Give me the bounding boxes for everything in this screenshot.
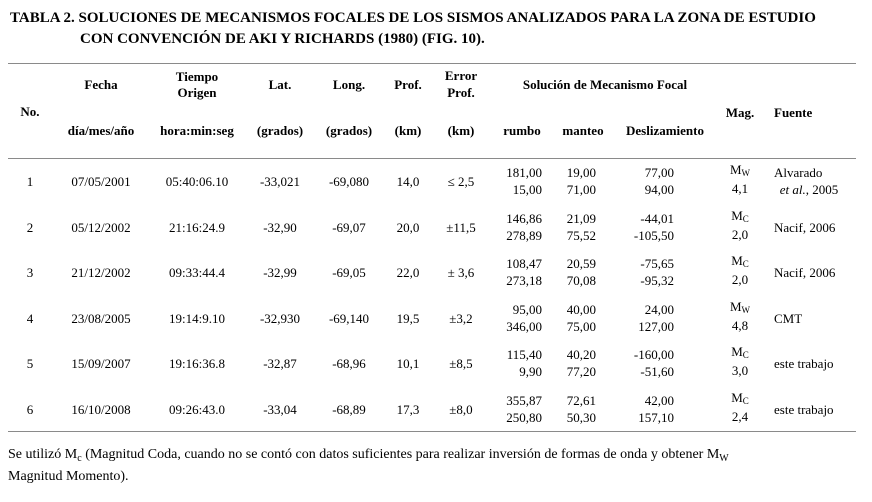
cell-rumbo-1: 115,40 [506, 347, 542, 362]
cell-mag [722, 162, 758, 197]
mag-letter: M [731, 208, 743, 223]
cell-desl-1: 42,00 [644, 393, 674, 408]
mag-value: 3,0 [731, 363, 749, 378]
cell-mag [722, 344, 758, 379]
header-fecha-unit: día/mes/año [67, 123, 135, 138]
cell-manteo-2: 71,00 [566, 182, 596, 197]
cell-rumbo-1: 355,87 [506, 393, 542, 408]
cell-fecha: 15/09/2007 [71, 356, 131, 371]
mag-letter: M [729, 162, 742, 177]
cell-manteo-2: 77,20 [566, 364, 596, 379]
cell-prof: 14,0 [396, 174, 420, 189]
cell-fecha: 05/12/2002 [71, 220, 131, 235]
cell-desl-1: -160,00 [633, 347, 674, 362]
cell-long: -69,05 [332, 265, 366, 280]
cell-fuente: este trabajo [774, 402, 834, 417]
cell-tiempo: 21:16:24.9 [169, 220, 225, 235]
cell-fuente-1: Alvarado [774, 165, 823, 180]
cell-tiempo: 19:14:9.10 [169, 311, 225, 326]
cell-manteo-1: 40,00 [566, 302, 596, 317]
header-prof-unit: (km) [394, 123, 422, 138]
cell-no: 4 [26, 311, 34, 326]
header-long: Long. [332, 77, 366, 92]
table-title [10, 8, 870, 50]
cell-mag [722, 253, 758, 288]
mag-value: 2,0 [731, 227, 749, 242]
cell-rumbo-2: 278,89 [506, 228, 542, 243]
footnote-part-b: (Magnitud Coda, cuando no se contó con datos suficientes para realizar inversión de formas de onda y obtener M [81, 447, 720, 462]
mag-type: W [741, 305, 751, 315]
cell-fuente: este trabajo [774, 356, 834, 371]
table-title-line-1: TABLA 2. SOLUCIONES DE MECANISMOS FOCALES DE LOS SISMOS ANALIZADOS PARA LA ZONA DE ESTUDIO [10, 10, 816, 26]
cell-desl-2: -51,60 [640, 364, 674, 379]
cell-error: ±8,5 [449, 356, 473, 371]
cell-no: 3 [26, 265, 34, 280]
cell-no: 2 [26, 220, 34, 235]
cell-rumbo-2: 250,80 [506, 410, 542, 425]
cell-manteo-1: 19,00 [566, 165, 596, 180]
footnote-line-2: Magnitud Momento). [8, 469, 129, 484]
footnote-sub-w: W [719, 453, 729, 464]
mag-value: 4,1 [731, 181, 749, 196]
cell-long: -68,96 [332, 356, 366, 371]
header-error-1: Error [444, 68, 478, 83]
header-rumbo: rumbo [503, 123, 541, 138]
cell-mag [722, 299, 758, 334]
header-prof: Prof. [394, 77, 422, 92]
cell-fuente-2: et al., 2005 [779, 182, 839, 197]
header-mag: Mag. [725, 105, 755, 120]
cell-prof: 19,5 [396, 311, 420, 326]
cell-error: ±11,5 [446, 220, 476, 235]
mag-value: 2,4 [731, 409, 749, 424]
cell-desl-1: -44,01 [640, 211, 674, 226]
cell-no: 6 [26, 402, 34, 417]
header-fecha: Fecha [84, 77, 118, 92]
cell-rumbo-1: 181,00 [506, 165, 542, 180]
header-manteo: manteo [562, 123, 604, 138]
cell-manteo-2: 75,52 [566, 228, 596, 243]
cell-fecha: 23/08/2005 [71, 311, 131, 326]
cell-desl-2: 127,00 [638, 319, 674, 334]
table-title-line-2: CON CONVENCIÓN DE AKI Y RICHARDS (1980) (FIG. 10). [80, 31, 485, 47]
top-rule [8, 63, 856, 64]
footnote-part-a: Se utilizó M [8, 447, 78, 462]
cell-long: -69,140 [328, 311, 370, 326]
cell-lat: -32,930 [259, 311, 301, 326]
footnote-sub-c: c [77, 453, 82, 464]
header-no: No. [20, 104, 40, 119]
header-lat: Lat. [268, 77, 292, 92]
header-tiempo-unit: hora:min:seg [160, 123, 234, 138]
cell-rumbo-1: 108,47 [506, 256, 542, 271]
cell-desl-2: -105,50 [633, 228, 674, 243]
cell-desl-1: 24,00 [644, 302, 674, 317]
header-fuente: Fuente [774, 105, 813, 120]
cell-manteo-1: 72,61 [566, 393, 596, 408]
header-deslizamiento: Deslizamiento [626, 123, 704, 138]
cell-fuente: CMT [774, 311, 803, 326]
cell-prof: 17,3 [396, 402, 420, 417]
cell-lat: -32,87 [263, 356, 297, 371]
cell-manteo-2: 75,00 [566, 319, 596, 334]
cell-long: -69,07 [332, 220, 366, 235]
cell-desl-2: 94,00 [644, 182, 674, 197]
footnote [8, 446, 860, 486]
cell-lat: -32,90 [263, 220, 297, 235]
cell-fuente: Nacif, 2006 [774, 220, 836, 235]
cell-tiempo: 05:40:06.10 [165, 174, 229, 189]
cell-lat: -33,021 [259, 174, 301, 189]
cell-error: ≤ 2,5 [447, 174, 475, 189]
mag-value: 4,8 [731, 318, 749, 333]
cell-rumbo-2: 9,90 [519, 364, 542, 379]
cell-fecha: 16/10/2008 [71, 402, 131, 417]
cell-prof: 22,0 [396, 265, 420, 280]
cell-lat: -32,99 [263, 265, 297, 280]
mag-value: 2,0 [731, 272, 749, 287]
cell-prof: 10,1 [396, 356, 420, 371]
cell-tiempo: 19:16:36.8 [169, 356, 225, 371]
cell-no: 1 [26, 174, 34, 189]
cell-mag [722, 390, 758, 425]
cell-prof: 20,0 [396, 220, 420, 235]
mag-type: C [742, 259, 749, 269]
header-long-unit: (grados) [325, 123, 373, 138]
cell-rumbo-1: 146,86 [506, 211, 542, 226]
cell-error: ±8,0 [449, 402, 473, 417]
bottom-rule [8, 431, 856, 432]
cell-fuente: Nacif, 2006 [774, 265, 836, 280]
cell-long: -68,89 [332, 402, 366, 417]
cell-tiempo: 09:33:44.4 [169, 265, 225, 280]
mag-type: C [742, 396, 749, 406]
cell-fecha: 21/12/2002 [71, 265, 131, 280]
cell-manteo-1: 20,59 [566, 256, 596, 271]
header-tiempo-1: Tiempo [175, 69, 219, 84]
cell-fecha: 07/05/2001 [71, 174, 131, 189]
mag-type: C [742, 350, 749, 360]
cell-manteo-1: 21,09 [566, 211, 596, 226]
cell-mag [722, 208, 758, 243]
header-tiempo-2: Origen [177, 85, 217, 100]
cell-rumbo-2: 346,00 [506, 319, 542, 334]
mag-letter: M [729, 299, 742, 314]
header-rule [8, 158, 856, 159]
mag-type: W [741, 168, 751, 178]
cell-no: 5 [26, 356, 34, 371]
header-error-2: Prof. [447, 85, 475, 100]
mag-letter: M [731, 390, 743, 405]
cell-long: -69,080 [328, 174, 370, 189]
header-lat-unit: (grados) [256, 123, 304, 138]
cell-desl-2: 157,10 [638, 410, 674, 425]
cell-desl-1: 77,00 [644, 165, 674, 180]
cell-manteo-2: 70,08 [566, 273, 596, 288]
cell-rumbo-2: 15,00 [512, 182, 542, 197]
mag-type: C [742, 214, 749, 224]
mag-letter: M [731, 344, 743, 359]
cell-manteo-2: 50,30 [566, 410, 596, 425]
cell-error: ±3,2 [449, 311, 473, 326]
cell-error: ± 3,6 [447, 265, 475, 280]
cell-manteo-1: 40,20 [566, 347, 596, 362]
header-solucion: Solución de Mecanismo Focal [522, 77, 688, 92]
header-error-unit: (km) [447, 123, 475, 138]
cell-rumbo-2: 273,18 [506, 273, 542, 288]
cell-tiempo: 09:26:43.0 [169, 402, 225, 417]
cell-lat: -33,04 [263, 402, 297, 417]
cell-rumbo-1: 95,00 [512, 302, 542, 317]
cell-desl-1: -75,65 [640, 256, 674, 271]
cell-desl-2: -95,32 [640, 273, 674, 288]
mag-letter: M [731, 253, 743, 268]
